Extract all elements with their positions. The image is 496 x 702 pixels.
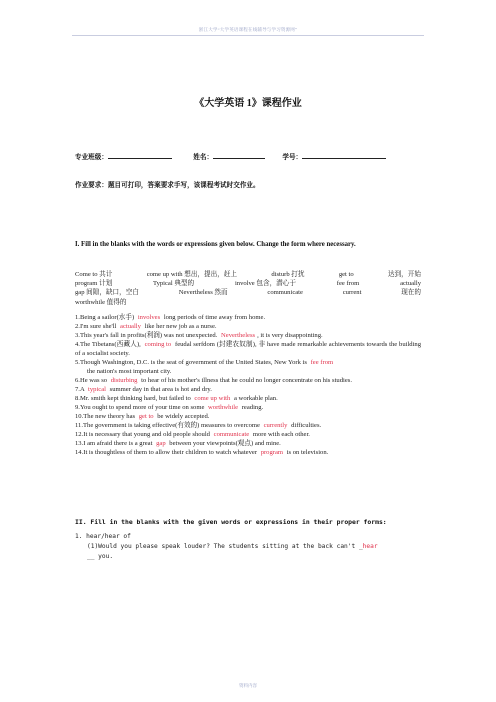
vocab-entry: worthwhile 值得的 xyxy=(75,298,127,306)
list-item: 4.The Tibetans(西藏人), coming to feudal serfdom (封建农奴制), 非 have made remarkable achievements towards the building of a socialist society. xyxy=(75,341,421,357)
major-blank[interactable] xyxy=(108,151,172,159)
page-footer: 资料内容 xyxy=(239,683,257,688)
vocab-entry: 达到，开始 xyxy=(387,271,421,278)
answer-text: come up with xyxy=(194,395,231,402)
name-label: 姓名： xyxy=(193,154,214,161)
answer-text: disturbing xyxy=(110,377,138,384)
answer-text: communicate xyxy=(213,431,250,438)
list-item: 13.I am afraid there is a great gap between your viewpoints(观点) and mine. xyxy=(75,440,281,447)
list-item: (1)Would you please speak louder? The students sitting at the back can't _hear __ you. xyxy=(87,543,378,560)
list-item: 14.It is thoughtless of them to allow their children to watch whatever program is on television. xyxy=(75,449,329,456)
section2-body xyxy=(75,532,421,562)
section1-items xyxy=(75,313,421,457)
id-blank[interactable] xyxy=(302,151,386,159)
header-divider xyxy=(72,35,424,36)
answer-text: involves xyxy=(137,314,161,321)
major-label: 专业班级： xyxy=(75,154,108,161)
section1-heading: I. Fill in the blanks with the words or expressions given below. Change the form where necessary. xyxy=(75,241,356,248)
vocab-entry: current xyxy=(342,289,362,297)
vocab-entry: Come to 共计 xyxy=(75,271,113,278)
page-header: 浙江大学“大学英语课程在线辅导与学习资源网” xyxy=(198,27,298,32)
list-item: 6.He was so disturbing to hear of his mother's illness that he could no longer concentrate on his studies. xyxy=(75,377,352,384)
vocab-entry: get to xyxy=(338,271,354,278)
answer-text: Nevertheless xyxy=(221,332,256,339)
list-item: 5.Though Washington, D.C. is the seat of government of the United States, New York is fee from the nation's most important city. xyxy=(75,359,334,375)
list-item: 8.Mr. smith kept thinking hard, but failed to come up with a workable plan. xyxy=(75,395,278,402)
list-item: 10.The new theory has get to be widely accepted. xyxy=(75,413,210,420)
list-item: 3.This year's fall in profits(利润) was not unexpected. Nevertheless , it is very disappointing. xyxy=(75,332,323,339)
vocab-line xyxy=(75,288,421,297)
answer-text: fee from xyxy=(310,359,334,366)
vocab-line xyxy=(75,270,421,279)
list-item: 2.I'm sure she'll actually like her new job as a nurse. xyxy=(75,323,217,330)
requirement-note: 作业要求：题目可打印，答案要求手写，该课程考试时交作业。 xyxy=(75,182,260,189)
vocab-line xyxy=(75,279,421,288)
answer-text: coming to xyxy=(144,341,172,348)
list-item: 1.Being a sailor(水手) involves long periods of time away from home. xyxy=(75,314,266,321)
vocab-entry: 现在的 xyxy=(401,289,421,297)
list-item: 12.It is necessary that young and old people should communicate more with each other. xyxy=(75,431,310,438)
vocab-line xyxy=(75,298,421,307)
answer-text: hear xyxy=(362,543,378,550)
answer-text: worthwhile xyxy=(208,404,239,411)
list-item: 7.A typical summer day in that area is hot and dry. xyxy=(75,386,212,393)
vocab-entry: program 计划 xyxy=(75,280,113,288)
answer-text: currently xyxy=(263,422,288,429)
id-label: 学号： xyxy=(282,154,303,161)
answer-text: gap xyxy=(156,440,166,447)
answer-text: actually xyxy=(120,323,141,330)
section2-heading: II. Fill in the blanks with the given words or expressions in their proper forms: xyxy=(75,518,387,526)
answer-text: program xyxy=(260,449,284,456)
vocab-entry: communicate xyxy=(267,289,303,297)
vocab-box xyxy=(75,270,421,307)
answer-text: get to xyxy=(138,413,154,420)
vocab-entry: actually xyxy=(400,280,421,288)
vocab-entry: fee from xyxy=(336,280,360,288)
vocab-entry: involve 包含，潜心于 xyxy=(234,280,296,288)
name-blank[interactable] xyxy=(213,151,265,159)
list-item: 11.The government is taking effective(有效的) measures to overcome currently difficulties. xyxy=(75,422,322,429)
student-info-row xyxy=(75,151,386,162)
page-title: 《大学英语 1》课程作业 xyxy=(194,98,302,109)
vocab-entry: Nevertheless 然而 xyxy=(178,289,228,297)
list-item: 9.You ought to spend more of your time on some worthwhile reading. xyxy=(75,404,264,411)
vocab-entry: disturb 打扰 xyxy=(271,271,305,278)
vocab-entry: Typical 典型的 xyxy=(153,280,195,288)
vocab-entry: gap 间隙，缺口，空白 xyxy=(75,289,139,297)
answer-text: typical xyxy=(88,386,106,393)
vocab-entry: come up with 想出，提出，赶上 xyxy=(146,271,237,278)
section2-subheading: 1. hear/hear of xyxy=(75,533,131,540)
